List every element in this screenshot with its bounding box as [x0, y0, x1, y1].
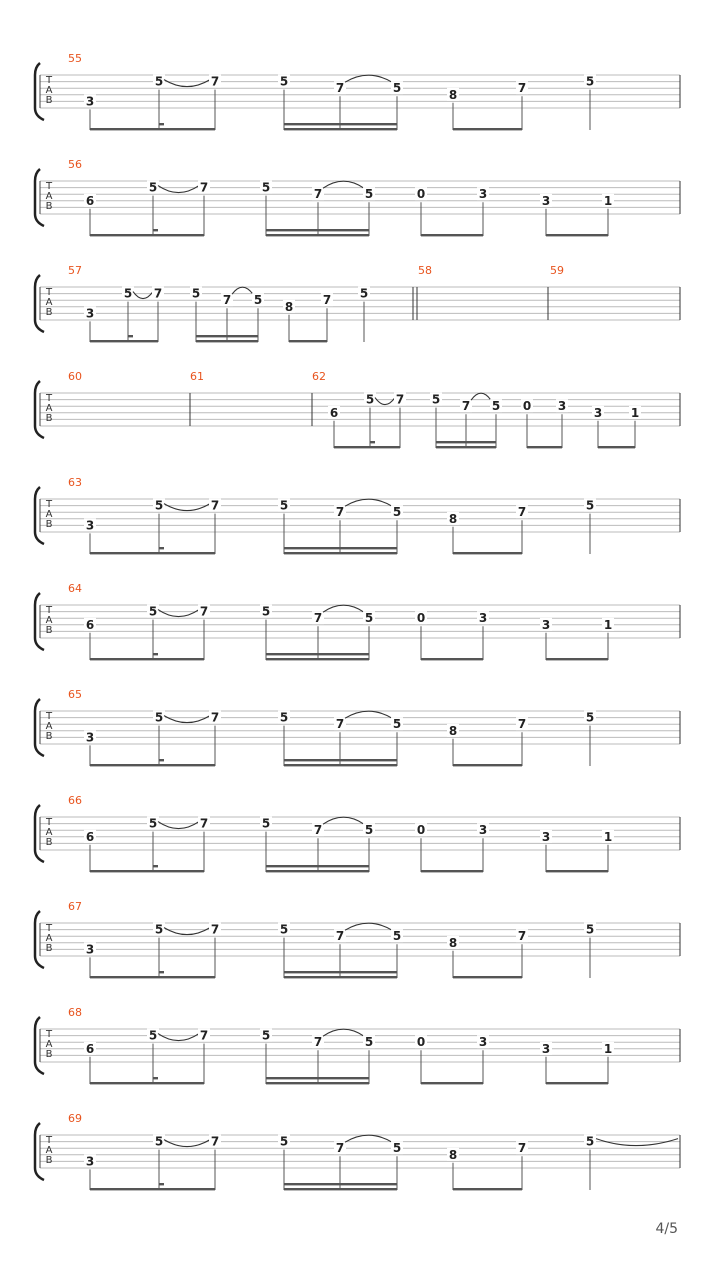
measure-number: 62	[312, 370, 326, 383]
beam	[436, 446, 496, 448]
fret-number: 7	[210, 74, 220, 89]
beam	[289, 340, 327, 342]
slur	[158, 186, 199, 193]
fret-number: 5	[392, 1141, 402, 1156]
tab-clef-letter: T	[45, 817, 53, 828]
fret-number: 5	[279, 922, 289, 937]
fret-number: 5	[261, 604, 271, 619]
tab-clef-letter: T	[45, 923, 53, 934]
beam	[90, 552, 215, 554]
fret-number: 0	[416, 611, 426, 626]
measure-number: 64	[68, 582, 82, 595]
fret-number: 3	[478, 1035, 488, 1050]
fret-number: 7	[517, 505, 527, 520]
tab-system	[35, 1112, 680, 1190]
tab-clef-letter: B	[45, 519, 53, 530]
beam	[453, 128, 522, 130]
fret-number: 5	[585, 922, 595, 937]
fret-number: 1	[603, 1041, 613, 1056]
fret-number: 5	[359, 286, 369, 301]
tab-system	[35, 158, 680, 236]
beam	[546, 658, 608, 660]
fret-number: 7	[199, 604, 209, 619]
beam	[90, 1188, 215, 1190]
beam	[453, 552, 522, 554]
measure-number: 60	[68, 370, 82, 383]
tab-clef-letter: T	[45, 499, 53, 510]
tab-clef-letter: B	[45, 1155, 53, 1166]
beam	[266, 229, 369, 231]
measure-number: 55	[68, 52, 82, 65]
tab-system	[35, 582, 680, 660]
beam	[453, 1188, 522, 1190]
beam-stub	[370, 441, 375, 443]
slur	[164, 1140, 210, 1147]
fret-number: 5	[431, 392, 441, 407]
fret-number: 3	[85, 942, 95, 957]
measure-number: 66	[68, 794, 82, 807]
fret-number: 5	[148, 816, 158, 831]
beam-stub	[153, 229, 158, 231]
fret-number: 3	[557, 399, 567, 414]
measure-number: 59	[550, 264, 564, 277]
fret-number: 7	[153, 286, 163, 301]
fret-number: 5	[364, 1035, 374, 1050]
beam	[284, 128, 397, 130]
fret-number: 7	[517, 81, 527, 96]
fret-number: 5	[585, 498, 595, 513]
tab-clef-letter: B	[45, 943, 53, 954]
fret-number: 7	[199, 816, 209, 831]
tab-system	[35, 370, 680, 448]
fret-number: 5	[392, 929, 402, 944]
beam	[284, 759, 397, 761]
fret-number: 7	[210, 498, 220, 513]
beam	[90, 870, 204, 872]
tab-clef-letter: B	[45, 307, 53, 318]
tab-clef-letter: A	[45, 191, 53, 202]
beam	[266, 234, 369, 236]
fret-number: 6	[85, 829, 95, 844]
fret-number: 5	[154, 710, 164, 725]
measure-number: 61	[190, 370, 204, 383]
fret-number: 3	[85, 730, 95, 745]
fret-number: 3	[85, 518, 95, 533]
fret-number: 7	[517, 717, 527, 732]
measure-number: 63	[68, 476, 82, 489]
tab-clef-letter: T	[45, 287, 53, 298]
beam	[436, 441, 496, 443]
fret-number: 5	[364, 823, 374, 838]
beam	[90, 340, 158, 342]
fret-number: 0	[416, 823, 426, 838]
slur	[133, 292, 153, 299]
fret-number: 3	[478, 611, 488, 626]
fret-number: 3	[478, 187, 488, 202]
tab-clef-letter: T	[45, 181, 53, 192]
tab-clef-letter: T	[45, 711, 53, 722]
fret-number: 5	[585, 710, 595, 725]
fret-number: 8	[448, 511, 458, 526]
fret-number: 5	[279, 498, 289, 513]
fret-number: 7	[322, 293, 332, 308]
tab-clef-letter: A	[45, 297, 53, 308]
fret-number: 5	[585, 1134, 595, 1149]
beam	[284, 547, 397, 549]
tab-clef-letter: B	[45, 731, 53, 742]
beam	[453, 764, 522, 766]
fret-number: 5	[253, 293, 263, 308]
fret-number: 7	[222, 293, 232, 308]
beam	[90, 976, 215, 978]
beam	[266, 1077, 369, 1079]
beam	[284, 1188, 397, 1190]
tab-clef-letter: A	[45, 721, 53, 732]
slur	[158, 610, 199, 617]
beam	[546, 234, 608, 236]
beam	[196, 340, 258, 342]
slur	[158, 1034, 199, 1041]
tab-system	[35, 794, 680, 872]
fret-number: 7	[395, 392, 405, 407]
tab-clef-letter: B	[45, 1049, 53, 1060]
tab-clef-letter: A	[45, 509, 53, 520]
beam	[90, 764, 215, 766]
fret-number: 7	[335, 505, 345, 520]
beam	[284, 971, 397, 973]
fret-number: 6	[85, 1041, 95, 1056]
beam	[334, 446, 400, 448]
fret-number: 7	[210, 1134, 220, 1149]
fret-number: 7	[335, 1141, 345, 1156]
fret-number: 5	[585, 74, 595, 89]
fret-number: 0	[416, 187, 426, 202]
measure-number: 56	[68, 158, 82, 171]
tab-clef-letter: A	[45, 1145, 53, 1156]
fret-number: 7	[335, 929, 345, 944]
tab-clef-letter: B	[45, 413, 53, 424]
fret-number: 5	[261, 180, 271, 195]
fret-number: 0	[522, 399, 532, 414]
fret-number: 5	[148, 180, 158, 195]
beam	[284, 976, 397, 978]
measure-number: 65	[68, 688, 82, 701]
fret-number: 0	[416, 1035, 426, 1050]
tab-system	[35, 688, 680, 766]
fret-number: 5	[154, 922, 164, 937]
tab-clef-letter: A	[45, 1039, 53, 1050]
tab-clef-letter: B	[45, 837, 53, 848]
beam	[266, 658, 369, 660]
tab-clef-letter: A	[45, 403, 53, 414]
fret-number: 5	[365, 392, 375, 407]
beam	[196, 335, 258, 337]
fret-number: 8	[448, 723, 458, 738]
tab-clef-letter: T	[45, 1135, 53, 1146]
fret-number: 6	[329, 405, 339, 420]
beam	[266, 1082, 369, 1084]
slur	[164, 80, 210, 87]
slur	[158, 822, 199, 829]
beam-stub	[153, 865, 158, 867]
fret-number: 7	[210, 710, 220, 725]
beam-stub	[159, 547, 164, 549]
fret-number: 5	[191, 286, 201, 301]
fret-number: 3	[541, 193, 551, 208]
tab-clef-letter: A	[45, 615, 53, 626]
beam	[284, 1183, 397, 1185]
beam	[266, 865, 369, 867]
beam	[527, 446, 562, 448]
tab-clef-letter: T	[45, 1029, 53, 1040]
beam	[453, 976, 522, 978]
fret-number: 6	[85, 193, 95, 208]
beam	[284, 123, 397, 125]
tab-system	[35, 1006, 680, 1084]
fret-number: 1	[630, 405, 640, 420]
fret-number: 5	[364, 187, 374, 202]
tab-clef-letter: A	[45, 85, 53, 96]
fret-number: 3	[541, 617, 551, 632]
beam-stub	[159, 123, 164, 125]
measure-number: 68	[68, 1006, 82, 1019]
beam	[284, 764, 397, 766]
tab-system	[35, 264, 680, 342]
fret-number: 3	[541, 1041, 551, 1056]
beam	[90, 1082, 204, 1084]
fret-number: 3	[593, 405, 603, 420]
fret-number: 3	[85, 306, 95, 321]
tab-clef-letter: T	[45, 75, 53, 86]
beam-stub	[159, 1183, 164, 1185]
fret-number: 7	[199, 1028, 209, 1043]
tab-clef-letter: A	[45, 827, 53, 838]
fret-number: 3	[478, 823, 488, 838]
fret-number: 5	[279, 710, 289, 725]
beam	[546, 1082, 608, 1084]
beam-stub	[159, 759, 164, 761]
fret-number: 5	[392, 505, 402, 520]
beam	[90, 234, 204, 236]
fret-number: 3	[541, 829, 551, 844]
fret-number: 5	[123, 286, 133, 301]
fret-number: 8	[448, 935, 458, 950]
slur	[164, 928, 210, 935]
fret-number: 7	[335, 717, 345, 732]
beam	[284, 552, 397, 554]
fret-number: 7	[517, 1141, 527, 1156]
fret-number: 5	[154, 74, 164, 89]
fret-number: 1	[603, 193, 613, 208]
beam	[598, 446, 635, 448]
measure-number: 69	[68, 1112, 82, 1125]
fret-number: 3	[85, 94, 95, 109]
fret-number: 7	[313, 823, 323, 838]
fret-number: 5	[261, 1028, 271, 1043]
measure-number: 57	[68, 264, 82, 277]
slur	[164, 716, 210, 723]
fret-number: 5	[279, 74, 289, 89]
fret-number: 7	[313, 1035, 323, 1050]
tab-clef-letter: B	[45, 625, 53, 636]
beam	[90, 658, 204, 660]
tab-system	[35, 476, 680, 554]
fret-number: 5	[392, 717, 402, 732]
tab-system	[35, 900, 680, 978]
beam	[266, 870, 369, 872]
fret-number: 5	[392, 81, 402, 96]
fret-number: 5	[491, 399, 501, 414]
slur	[164, 504, 210, 511]
beam	[546, 870, 608, 872]
beam	[421, 658, 483, 660]
beam-stub	[128, 335, 133, 337]
fret-number: 5	[148, 604, 158, 619]
beam-stub	[153, 1077, 158, 1079]
fret-number: 7	[210, 922, 220, 937]
fret-number: 5	[364, 611, 374, 626]
page-number: 4/5	[655, 1221, 678, 1237]
fret-number: 6	[85, 617, 95, 632]
fret-number: 1	[603, 617, 613, 632]
tab-clef-letter: B	[45, 95, 53, 106]
fret-number: 7	[335, 81, 345, 96]
beam-stub	[153, 653, 158, 655]
measure-number: 58	[418, 264, 432, 277]
fret-number: 5	[261, 816, 271, 831]
measure-number: 67	[68, 900, 82, 913]
fret-number: 5	[154, 1134, 164, 1149]
fret-number: 7	[199, 180, 209, 195]
beam	[90, 128, 215, 130]
fret-number: 3	[85, 1154, 95, 1169]
fret-number: 7	[517, 929, 527, 944]
beam	[421, 1082, 483, 1084]
fret-number: 5	[148, 1028, 158, 1043]
fret-number: 8	[448, 87, 458, 102]
beam	[421, 870, 483, 872]
tab-clef-letter: A	[45, 933, 53, 944]
beam	[421, 234, 483, 236]
fret-number: 1	[603, 829, 613, 844]
fret-number: 5	[279, 1134, 289, 1149]
tab-clef-letter: T	[45, 393, 53, 404]
fret-number: 7	[313, 187, 323, 202]
tab-clef-letter: T	[45, 605, 53, 616]
fret-number: 5	[154, 498, 164, 513]
tab-system	[35, 52, 680, 130]
tab-clef-letter: B	[45, 201, 53, 212]
fret-number: 7	[313, 611, 323, 626]
fret-number: 8	[284, 299, 294, 314]
fret-number: 7	[461, 399, 471, 414]
slur	[375, 398, 395, 405]
fret-number: 8	[448, 1147, 458, 1162]
beam-stub	[159, 971, 164, 973]
beam	[266, 653, 369, 655]
